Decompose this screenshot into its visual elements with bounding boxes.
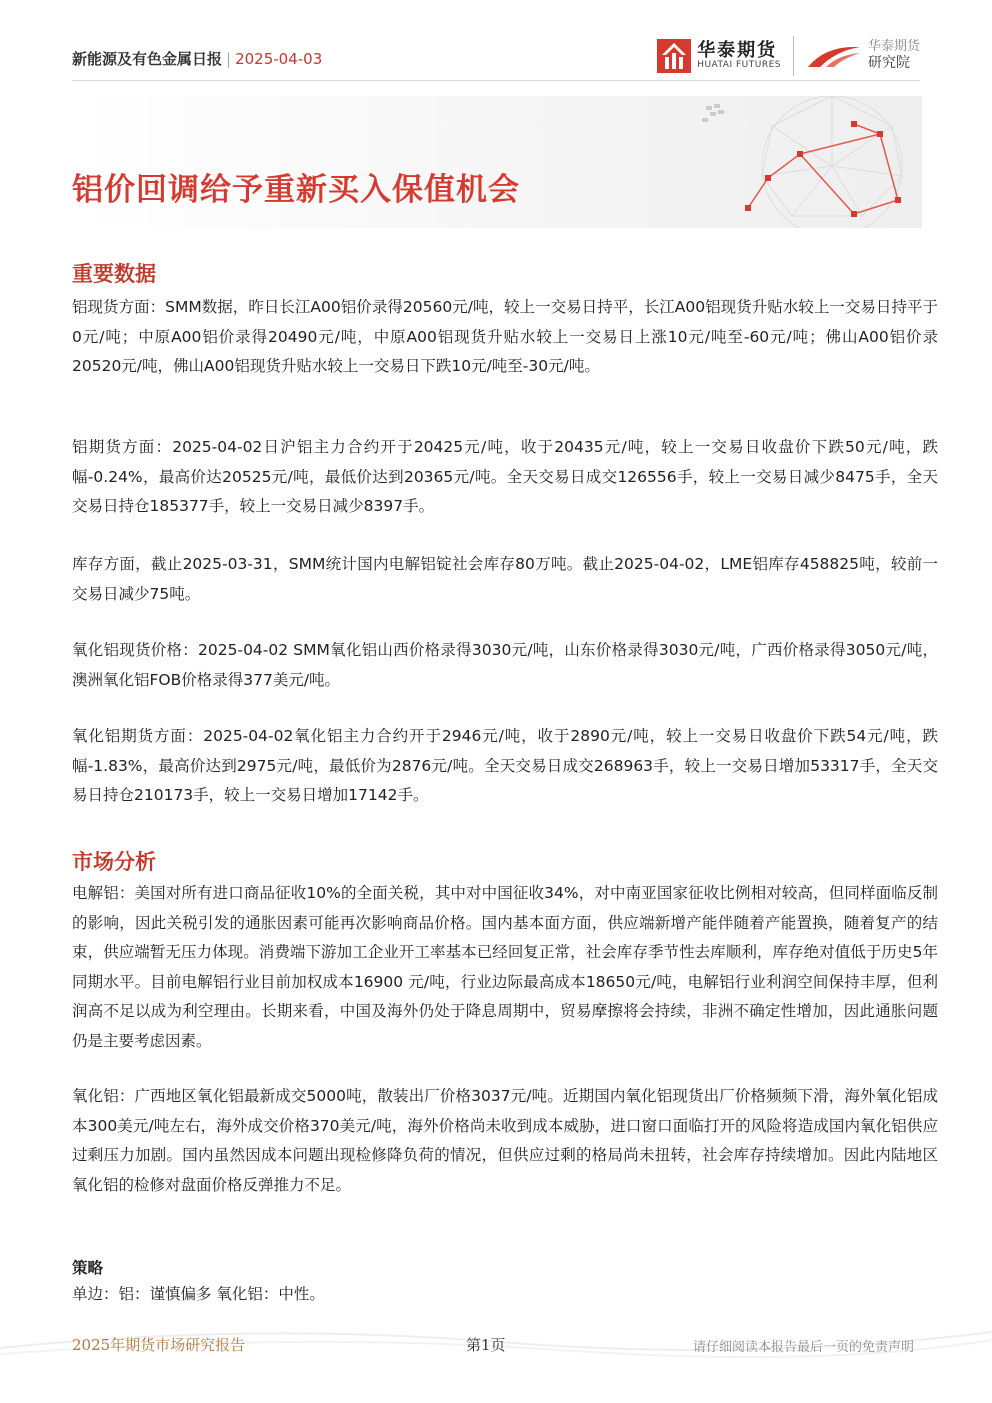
paragraph-electrolytic-aluminum: 电解铝：美国对所有进口商品征收10%的全面关税，其中对中国征收34%，对中南亚国家征收比例相对较高，但同样面临反制的影响，因此关税引发的通胀因素可能再次影响商品价格。国内基本面方面，供应端新增产能伴随着产能置换，随着复产的结束，供应端暂无压力体现。消费端下游加工企业开工率基本已经回复正常，社会库存季节性去库顺利，库存绝对值低于历史5年同期水平。目前电解铝行业目前加权成本16900 元/吨，行业边际最高成本18650元/吨，电解铝行业利润空间保持丰厚，但利润高不足以成为利空理由。长期来看，中国及海外仍处于降息周期中，贸易摩擦将会持续，非洲不确定性增加，因此通胀问题仍是主要考虑因素。 bbox=[72, 884, 938, 1050]
page-title: 铝价回调给予重新买入保值机会 bbox=[72, 172, 520, 208]
paragraph-aluminum-futures: 铝期货方面：2025-04-02日沪铝主力合约开于20425元/吨，收于20435元/吨，较上一交易日收盘价下跌50元/吨，跌幅-0.24%，最高价达20525元/吨，最低价达到20365元/吨。全天交易日成交126556手，较上一交易日减少8475手，全天交易日持仓185377手，较上一交易日减少8397手。 bbox=[72, 438, 938, 515]
header-separator: | bbox=[226, 50, 232, 68]
header-rule bbox=[72, 80, 920, 81]
institute-logo-icon bbox=[806, 43, 862, 69]
network-graphic-icon bbox=[622, 96, 922, 228]
huatai-logo-icon bbox=[657, 39, 691, 73]
strategy-heading: 策略 bbox=[72, 1259, 104, 1277]
footer-report-series: 2025年期货市场研究报告 bbox=[72, 1336, 246, 1354]
strategy-text: 单边：铝：谨慎偏多 氧化铝：中性。 bbox=[72, 1285, 325, 1303]
logo-cn-text: 华泰期货 bbox=[697, 40, 778, 62]
paragraph-alumina-spot: 氧化铝现货价格：2025-04-02 SMM氧化铝山西价格录得3030元/吨，山东价格录得3030元/吨，广西价格录得3050元/吨，澳洲氧化铝FOB价格录得377美元/吨。 bbox=[72, 641, 938, 689]
paragraph-alumina-futures: 氧化铝期货方面：2025-04-02氧化铝主力合约开于2946元/吨，收于2890元/吨，较上一交易日收盘价下跌54元/吨，跌幅-1.83%，最高价达到2975元/吨，最低价为2876元/吨。全天交易日成交268963手，较上一交易日增加53317手，全天交易日持仓210173手，较上一交易日增加17142手。 bbox=[72, 727, 938, 804]
report-date: 2025-04-03 bbox=[235, 50, 323, 68]
logo-divider bbox=[793, 36, 794, 76]
institute-name-line2: 研究院 bbox=[867, 55, 910, 72]
section-heading-market-analysis: 市场分析 bbox=[72, 850, 156, 874]
paragraph-inventory: 库存方面，截止2025-03-31，SMM统计国内电解铝锭社会库存80万吨。截止2025-04-02，LME铝库存458825吨，较前一交易日减少75吨。 bbox=[72, 555, 938, 603]
paragraph-aluminum-spot: 铝现货方面：SMM数据，昨日长江A00铝价录得20560元/吨，较上一交易日持平，长江A00铝现货升贴水较上一交易日持平于0元/吨；中原A00铝价录得20490元/吨，中原A00铝现货升贴水较上一交易日上涨10元/吨至-60元/吨；佛山A00铝价录20520元/吨，佛山A00铝现货升贴水较上一交易日下跌10元/吨至-30元/吨。 bbox=[72, 298, 938, 375]
report-header bbox=[72, 48, 322, 69]
footer-disclaimer-note: 请仔细阅读本报告最后一页的免责声明 bbox=[692, 1340, 914, 1355]
logo-group bbox=[657, 36, 920, 76]
report-name: 新能源及有色金属日报 bbox=[72, 50, 223, 68]
institute-name-line1: 华泰期货 bbox=[867, 39, 920, 55]
section-heading-key-data: 重要数据 bbox=[72, 262, 156, 286]
logo-en-text: HUATAI FUTURES bbox=[697, 59, 781, 70]
paragraph-alumina-analysis: 氧化铝：广西地区氧化铝最新成交5000吨，散装出厂价格3037元/吨。近期国内氧化铝现货出厂价格频频下滑，海外氧化铝成本300美元/吨左右，海外成交价格370美元/吨，海外价格尚未收到成本威胁，进口窗口面临打开的风险将造成国内氧化铝供应过剩压力加剧。国内虽然因成本问题出现检修降负荷的情况，但供应过剩的格局尚未扭转，社会库存持续增加。因此内陆地区氧化铝的检修对盘面价格反弹推力不足。 bbox=[72, 1087, 938, 1194]
page-number: 第1页 bbox=[466, 1336, 506, 1354]
